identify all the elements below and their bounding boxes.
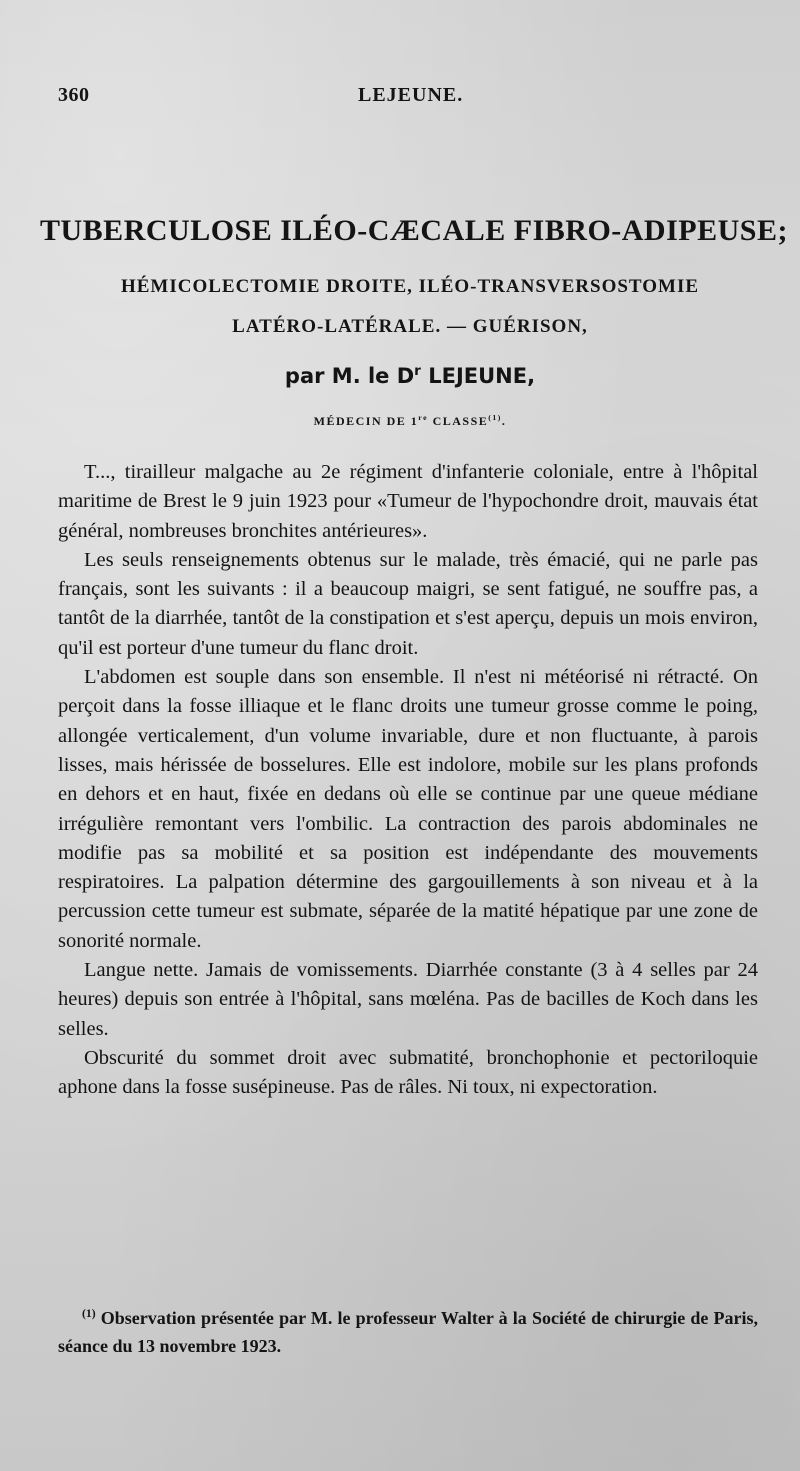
paragraph-digestive: Langue nette. Jamais de vomissements. Diarrhée constante (3 à 4 selles par 24 heures) depuis son entrée à l'hôpital, sans mœléna. Pas de bacilles de Koch dans les selles.	[58, 959, 758, 1040]
paragraph-pulmonary: Obscurité du sommet droit avec submatité, bronchophonie et pectoriloquie aphone dans la fosse susépineuse. Pas de râles. Ni toux, ni expectoration.	[58, 1046, 758, 1099]
author-role	[40, 414, 780, 429]
paragraph-admission: T..., tirailleur malgache au 2e régiment d'infanterie coloniale, entre à l'hôpital maritime de Brest le 9 juin 1923 pour «Tumeur de l'hypochondre droit, mauvais état général, nombreuses bronchites antérieures».	[58, 461, 758, 542]
footnote-reference: (1)	[488, 413, 502, 422]
article-body	[58, 458, 758, 1103]
author-role-end: .	[501, 414, 507, 428]
article-title: TUBERCULOSE ILÉO-CÆCALE FIBRO-ADIPEUSE;	[40, 214, 788, 247]
page-number: 360	[58, 84, 90, 106]
author-name: LEJEUNE,	[420, 364, 536, 388]
author-title-superscript: r	[414, 363, 421, 379]
running-title: LEJEUNE.	[358, 84, 464, 106]
footnote-marker: (1)	[82, 1307, 96, 1320]
article-subtitle-line-2: LATÉRO-LATÉRALE. — GUÉRISON,	[232, 316, 588, 337]
paragraph-abdomen-exam: L'abdomen est souple dans son ensemble. Il n'est ni météorisé ni rétracté. On perçoit dans la fosse illiaque et le flanc droits une tumeur grosse comme le poing, allongée verticalement, d'un volume invariable, dure et non fluctuante, à parois lisses, mais hérissée de bosselures. Elle est indolore, mobile sur les plans profonds en dehors et en haut, fixée en dedans où elle se continue par une queue médiane irrégulière remontant vers l'ombilic. La contraction des parois abdominales ne modifie pas sa mobilité et sa position est indépendante des mouvements respiratoires. La palpation détermine des gargouillements à son niveau et à la percussion cette tumeur est submate, séparée de la matité hépatique par une zone de sonorité normale.	[58, 666, 758, 952]
running-head	[58, 84, 760, 114]
article-subtitle-line-1: HÉMICOLECTOMIE DROITE, ILÉO-TRANSVERSOSTOMIE	[120, 276, 700, 297]
author-role-superscript: re	[418, 413, 429, 422]
paragraph-history: Les seuls renseignements obtenus sur le malade, très émacié, qui ne parle pas français, sont les suivants : il a beaucoup maigri, se sent fatigué, ne souffre pas, a tantôt de la diarrhée, tantôt de la constipation et s'est aperçu, depuis un mois environ, qu'il est porteur d'une tumeur du flanc droit.	[58, 548, 758, 659]
author-role-prefix: MÉDECIN DE 1	[313, 414, 419, 428]
author-role-suffix: CLASSE	[428, 414, 489, 428]
footnote	[58, 1304, 758, 1360]
footnote-text: Observation présentée par M. le professeur Walter à la Société de chirurgie de Paris, séance du 13 novembre 1923.	[58, 1308, 758, 1356]
author-line	[40, 364, 780, 388]
author-prefix: par M. le D	[284, 364, 415, 388]
